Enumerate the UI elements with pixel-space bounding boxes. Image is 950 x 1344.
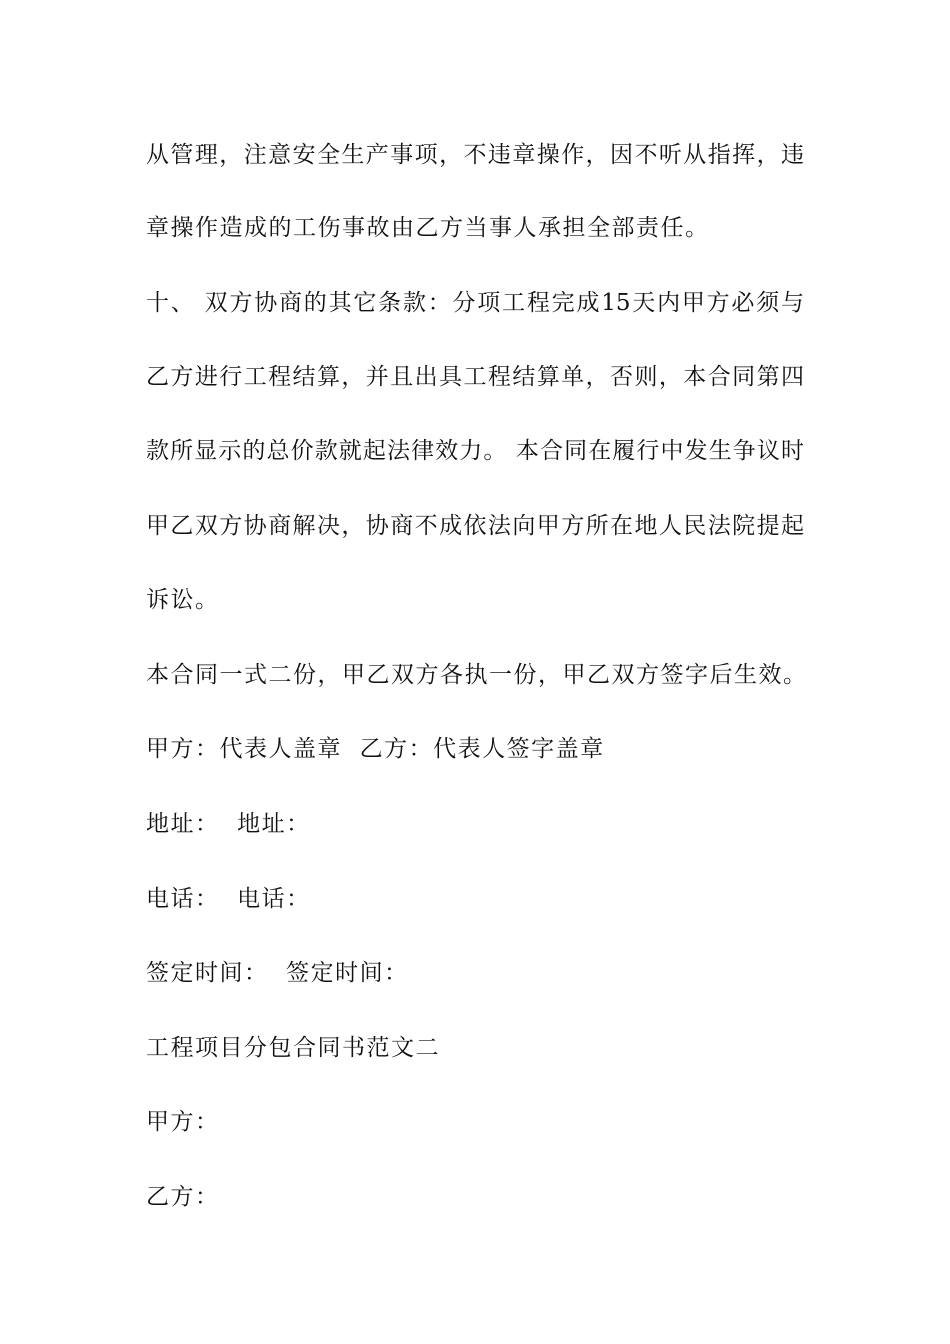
party-b-line: 乙方： bbox=[146, 1184, 220, 1210]
paragraph-line: 诉讼。 bbox=[146, 587, 220, 613]
party-a-line: 甲方： bbox=[146, 1109, 220, 1135]
section-title: 工程项目分包合同书范文二 bbox=[146, 1035, 440, 1061]
address-line: 地址： 地址： bbox=[146, 811, 311, 837]
copies-clause-line: 本合同一式二份，甲乙双方各执一份，甲乙双方签字后生效。 bbox=[146, 662, 808, 688]
paragraph-line: 章操作造成的工伤事故由乙方当事人承担全部责任。 bbox=[146, 215, 710, 241]
paragraph-line: 从管理，注意安全生产事项，不违章操作，因不听从指挥，违 bbox=[146, 142, 804, 168]
paragraph-line: 甲乙双方协商解决，协商不成依法向甲方所在地人民法院提起 bbox=[146, 513, 804, 539]
paragraph-line: 乙方进行工程结算，并且出具工程结算单，否则，本合同第四 bbox=[146, 364, 804, 390]
signing-date-line: 签定时间： 签定时间： bbox=[146, 960, 409, 986]
phone-line: 电话： 电话： bbox=[146, 886, 311, 912]
clause-ten-line: 十、 双方协商的其它条款：分项工程完成15天内甲方必须与 bbox=[146, 290, 804, 316]
paragraph-line: 款所显示的总价款就起法律效力。 本合同在履行中发生争议时 bbox=[146, 438, 804, 464]
signature-line: 甲方：代表人盖章 乙方：代表人签字盖章 bbox=[146, 736, 605, 762]
